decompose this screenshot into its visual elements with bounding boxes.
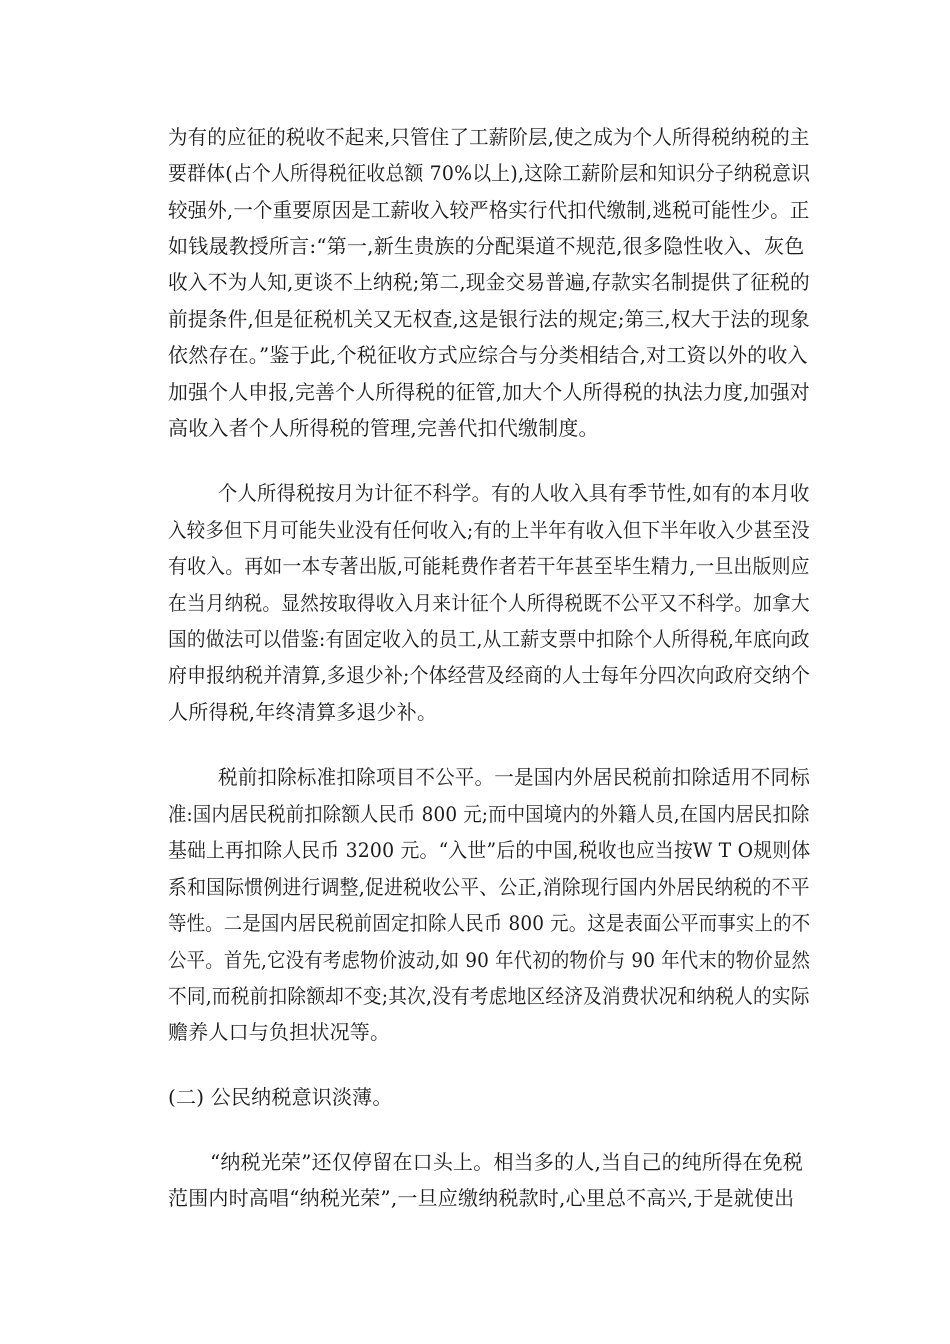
paragraph-line: 加强个人申报,完善个人所得税的征管,加大个人所得税的执法力度,加强对: [168, 380, 810, 404]
paragraph-line: 范围内时高唱“纳税光荣”,一旦应缴纳税款时,心里总不高兴,于是就使出: [168, 1186, 795, 1210]
paragraph-line: “纳税光荣”还仅停留在口头上。相当多的人,当自己的纯所得在免税: [210, 1150, 804, 1174]
paragraph-line: 准:国内居民税前扣除额人民币 800 元;而中国境内的外籍人员,在国内居民扣除: [168, 802, 810, 826]
paragraph-line: 税前扣除标准扣除项目不公平。一是国内外居民税前扣除适用不同标: [218, 765, 811, 789]
paragraph-line: 人所得税,年终清算多退少补。: [168, 700, 438, 724]
paragraph-line: 较强外,一个重要原因是工薪收入较严格实行代扣代缴制,逃税可能性少。正: [168, 198, 810, 222]
paragraph-line: 前提条件,但是征税机关又无权查,这是银行法的规定;第三,权大于法的现象: [168, 307, 810, 331]
paragraph-line: 依然存在。”鉴于此,个税征收方式应综合与分类相结合,对工资以外的收入: [168, 343, 808, 367]
paragraph-line: 要群体(占个人所得税征收总额 70%以上),这除工薪阶层和知识分子纳税意识: [168, 161, 811, 185]
paragraph-line: 高收入者个人所得税的管理,完善代扣代缴制度。: [168, 416, 599, 440]
paragraph-line: 个人所得税按月为计征不科学。有的人收入具有季节性,如有的本月收: [218, 481, 810, 505]
paragraph-line: 在当月纳税。显然按取得收入月来计征个人所得税既不公平又不科学。加拿大: [168, 591, 810, 615]
paragraph-line: 收入不为人知,更谈不上纳税;第二,现金交易普遍,存款实名制提供了征税的: [168, 270, 810, 294]
paragraph-line: 府申报纳税并清算,多退少补;个体经营及经商的人士每年分四次向政府交纳个: [168, 663, 811, 687]
paragraph-line: 有收入。再如一本专著出版,可能耗费作者若干年甚至毕生精力,一旦出版则应: [168, 554, 810, 578]
paragraph-line: 等性。二是国内居民税前固定扣除人民币 800 元。这是表面公平而事实上的不: [168, 911, 811, 935]
section-heading: (二) 公民纳税意识淡薄。: [168, 1085, 393, 1109]
paragraph-line: 入较多但下月可能失业没有任何收入;有的上半年有收入但下半年收入少甚至没: [168, 518, 810, 542]
paragraph-line: 基础上再扣除人民币 3200 元。“入世”后的中国,税收也应当按W T O规则体: [168, 838, 811, 862]
paragraph-line: 如钱晟教授所言:“第一,新生贵族的分配渠道不规范,很多隐性收入、灰色: [168, 234, 805, 258]
paragraph-line: 赡养人口与负担状况等。: [168, 1020, 391, 1044]
paragraph-line: 系和国际惯例进行调整,促进税收公平、公正,消除现行国内外居民纳税的不平: [168, 875, 810, 899]
paragraph-line: 为有的应征的税收不起来,只管住了工薪阶层,使之成为个人所得税纳税的主: [168, 125, 810, 149]
paragraph-line: 国的做法可以借鉴:有固定收入的员工,从工薪支票中扣除个人所得税,年底向政: [168, 627, 810, 651]
paragraph-line: 不同,而税前扣除额却不变;其次,没有考虑地区经济及消费状况和纳税人的实际: [168, 984, 810, 1008]
paragraph-line: 公平。首先,它没有考虑物价波动,如 90 年代初的物价与 90 年代末的物价显然: [168, 948, 811, 972]
